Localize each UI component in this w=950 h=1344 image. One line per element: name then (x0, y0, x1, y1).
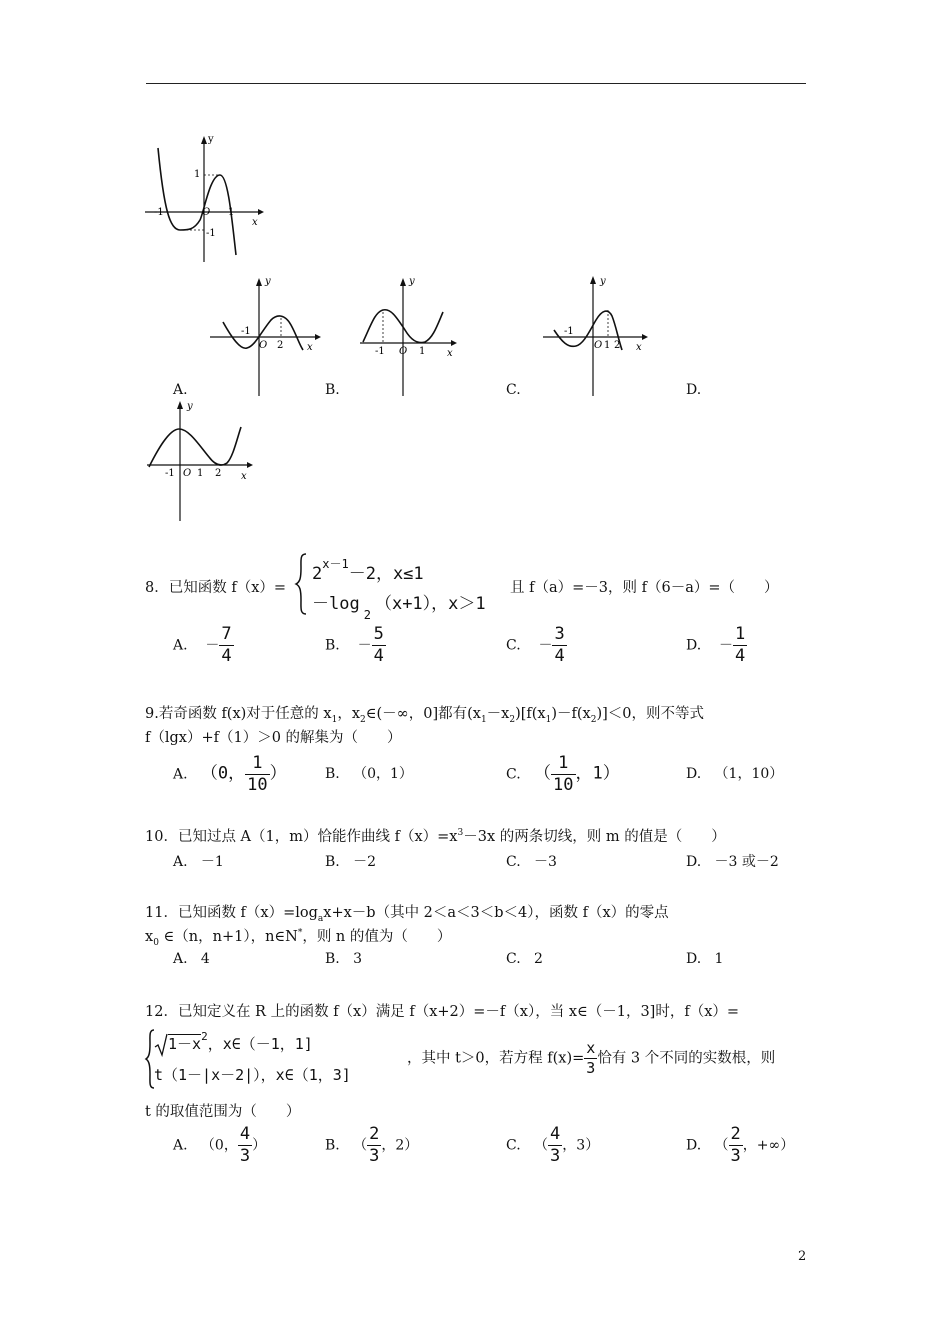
option-d-graph (143, 395, 263, 525)
q9-stem-line2: f（lgx）+f（1）＞0 的解集为（ ） (145, 730, 402, 746)
q8-option-a[interactable]: A. － $\frac{7}{4}$ (173, 624, 232, 666)
svg-text:-1: -1 (241, 326, 251, 337)
svg-text:-1: -1 (165, 468, 175, 479)
q8-option-d[interactable]: D. － $\frac{1}{4}$ (686, 624, 746, 666)
header-rule (146, 83, 806, 84)
q7-option-a[interactable]: A. (173, 382, 188, 398)
q8-prefix: 8．已知函数 f（x）= (145, 580, 287, 596)
q12-option-c[interactable]: C. （ $\frac{4}{3}$ ，3） (506, 1124, 600, 1166)
q8-option-b[interactable]: B. － $\frac{5}{4}$ (325, 624, 384, 666)
tick-1-x: 1 (228, 207, 235, 218)
q10-option-d[interactable]: D. －3 或－2 (686, 854, 779, 870)
q12-option-d[interactable]: D. （ $\frac{2}{3}$ ，+∞） (686, 1124, 795, 1166)
svg-text:O: O (259, 340, 268, 351)
q11-option-c[interactable]: C. 2 (506, 951, 543, 967)
q7-option-c[interactable]: C. (506, 382, 521, 398)
origin-label: O (202, 207, 211, 218)
q12-stem-line1: 12．已知定义在 R 上的函数 f（x）满足 f（x+2）=－f（x），当 x∈（－1，3]时，f（x）= (145, 1004, 740, 1020)
q11-stem-line1: 11．已知函数 $f(x)=\log_ax+x-b$（其中 2＜a＜3＜b＜4），函数 f（x）的零点 (145, 905, 669, 924)
q9-option-d[interactable]: D. （1，10） (686, 766, 784, 782)
option-c-graph (538, 270, 658, 398)
svg-text:x: x (307, 342, 313, 353)
q11-option-a[interactable]: A. 4 (173, 951, 210, 967)
svg-text:y: y (187, 401, 193, 412)
q10-stem: 10．已知过点 A（1，m）恰能作曲线 $f(x)=x^3-3x$ 的两条切线，则 m 的值是（ ） (145, 828, 726, 845)
svg-text:O: O (399, 346, 408, 357)
option-b-graph (355, 270, 465, 398)
tick-1: 1 (194, 169, 201, 180)
q8-suffix: 且 f（a）=－3，则 f（6－a）=（ ） (510, 580, 779, 596)
svg-text:O: O (594, 340, 603, 351)
svg-text:1: 1 (604, 340, 611, 351)
svg-text:x: x (447, 348, 453, 359)
tick-neg1-y: -1 (206, 228, 216, 239)
svg-text:y: y (409, 276, 415, 287)
svg-text:y: y (600, 276, 606, 287)
q10-option-a[interactable]: A. －1 (173, 854, 224, 870)
y-label: y (208, 134, 214, 145)
q10-option-b[interactable]: B. －2 (325, 854, 377, 870)
q9-option-a[interactable]: A. （0， $\frac{1}{10}$ ） (173, 753, 287, 795)
tick-neg1: -1 (154, 207, 164, 218)
q9-stem-line1: 9.若奇函数 f(x)对于任意的 $x_1$，$x_2\in(-\infty$，0]都有$(x_1-x_2)[f(x_1)-f(x_2)]<0$，则不等式 (145, 706, 704, 725)
svg-text:x: x (636, 342, 642, 353)
svg-text:1: 1 (419, 346, 426, 357)
q11-option-b[interactable]: B. 3 (325, 951, 363, 967)
q9-option-c[interactable]: C. （ $\frac{1}{10}$ ，1） (506, 753, 620, 795)
q8-piece2: $-\log_2(x+1)$，x＞1 (312, 594, 486, 623)
q12-piece2: t（1－|x－2|），x∈（1，3] (154, 1066, 351, 1084)
q9-option-b[interactable]: B. （0，1） (325, 766, 413, 782)
q12-sqrt-sign (154, 1033, 168, 1057)
option-a-graph (205, 270, 325, 398)
svg-text:-1: -1 (564, 326, 574, 337)
q11-stem-line2: $x_0$ ∈（n，n+1），n∈N*，则 n 的值为（ ） (145, 928, 452, 948)
svg-text:2: 2 (215, 468, 222, 479)
q12-stem-middle: ，其中 t＞0，若方程 f(x)= $\frac{x}{3}$ 恰有 3 个不同的实数根，则 (407, 1039, 776, 1077)
svg-text:O: O (183, 468, 192, 479)
svg-text:2: 2 (614, 340, 621, 351)
svg-text:y: y (265, 276, 271, 287)
q7-option-b[interactable]: B. (325, 382, 340, 398)
svg-text:2: 2 (277, 340, 284, 351)
svg-text:-1: -1 (375, 346, 385, 357)
page-number: 2 (798, 1249, 807, 1264)
q12-piece1: $1-x^2$，x∈（－1，1] (168, 1030, 313, 1053)
q10-option-c[interactable]: C. －3 (506, 854, 557, 870)
q8-piece1: $2^{x-1}-2$，x≤1 (312, 557, 424, 584)
svg-text:x: x (241, 471, 247, 482)
q12-stem-line3: t 的取值范围为（ ） (145, 1104, 301, 1120)
q7-option-d[interactable]: D. (686, 382, 702, 398)
q8-option-c[interactable]: C. － $\frac{3}{4}$ (506, 624, 565, 666)
x-label: x (252, 217, 258, 228)
q12-option-b[interactable]: B. （ $\frac{2}{3}$ ，2） (325, 1124, 419, 1166)
svg-text:1: 1 (197, 468, 204, 479)
q12-option-a[interactable]: A. （0， $\frac{4}{3}$ ） (173, 1124, 267, 1166)
derivative-graph (140, 130, 270, 265)
q8-brace (294, 552, 308, 616)
q11-option-d[interactable]: D. 1 (686, 951, 724, 967)
